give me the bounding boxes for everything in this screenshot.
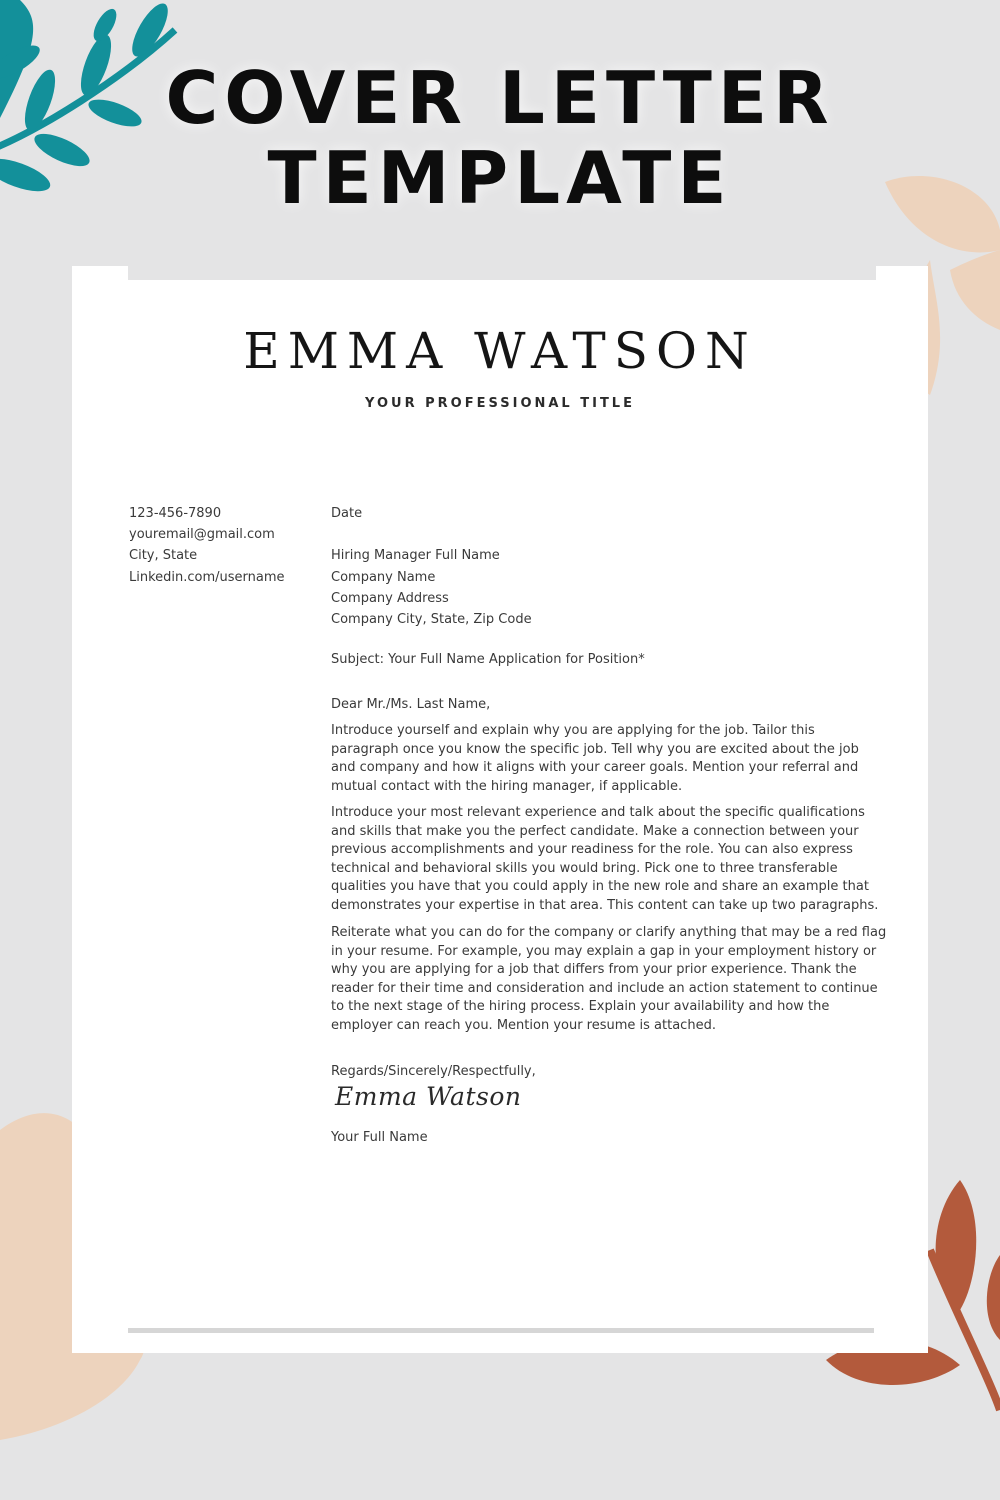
handwritten-signature: Emma Watson <box>335 1082 522 1111</box>
recipient-city: Company City, State, Zip Code <box>331 612 532 627</box>
paragraph-line: Introduce yourself and explain why you are applying for the job. Tailor this <box>331 723 815 738</box>
contact-linkedin: Linkedin.com/username <box>129 570 285 585</box>
paragraph-line: reader for their time and consideration and include an action statement to continue <box>331 980 878 996</box>
paragraph-line: in your resume. For example, you may explain a gap in your employment history or <box>331 943 877 959</box>
banner-line-1: COVER LETTER <box>165 56 835 140</box>
paragraph-line: previous accomplishments and your readiness for the role. You can also express <box>331 842 853 858</box>
applicant-name: EMMA WATSON <box>243 322 757 380</box>
paragraph-line: qualities you have that you could apply in the new role and share an example that <box>331 879 869 895</box>
contact-phone: 123-456-7890 <box>129 506 222 521</box>
contact-email: youremail@gmail.com <box>129 527 275 542</box>
paragraph-line: technical and behavioral skills you would bring. Pick one to three transferable <box>331 860 838 876</box>
letter-greeting: Dear Mr./Ms. Last Name, <box>331 697 491 712</box>
paragraph-line: Reiterate what you can do for the company or clarify anything that may be a red flag <box>331 925 887 940</box>
paragraph-line: and skills that make you the perfect candidate. Make a connection between your <box>331 823 859 839</box>
paragraph-line: and company and how it aligns with your career goals. Mention your referral and <box>331 760 859 776</box>
contact-location: City, State <box>129 548 198 563</box>
recipient-company: Company Name <box>331 570 436 585</box>
letter-closing: Regards/Sincerely/Respectfully, <box>331 1064 536 1079</box>
paragraph-line: mutual contact with the hiring manager, if applicable. <box>331 778 683 794</box>
paragraph-line: to the next stage of the hiring process. Explain your availability and how the <box>331 999 830 1015</box>
letter-subject: Subject: Your Full Name Application for Position* <box>331 652 645 667</box>
body-paragraph-3 <box>331 924 887 1036</box>
paper-top-notch <box>128 266 876 280</box>
letter-date: Date <box>331 506 363 521</box>
body-paragraph-2 <box>331 804 879 916</box>
body-paragraph-1 <box>331 722 871 796</box>
footer-divider <box>128 1328 874 1333</box>
paragraph-line: Introduce your most relevant experience and talk about the specific qualifications <box>331 805 865 820</box>
paragraph-line: employer can reach you. Mention your resume is attached. <box>331 1017 716 1033</box>
paragraph-line: demonstrates your expertise in that area. This content can take up two paragraphs. <box>331 897 879 913</box>
signoff-name: Your Full Name <box>331 1130 428 1145</box>
recipient-address: Company Address <box>331 591 449 606</box>
recipient-name: Hiring Manager Full Name <box>331 548 500 563</box>
banner-line-2: TEMPLATE <box>267 136 733 220</box>
paragraph-line: why you are applying for a job that differs from your prior experience. Thank the <box>331 962 857 978</box>
page-banner-title <box>0 58 1000 218</box>
paragraph-line: paragraph once you know the specific job. Tell why you are excited about the job <box>331 741 859 757</box>
professional-title: YOUR PROFESSIONAL TITLE <box>365 396 635 411</box>
